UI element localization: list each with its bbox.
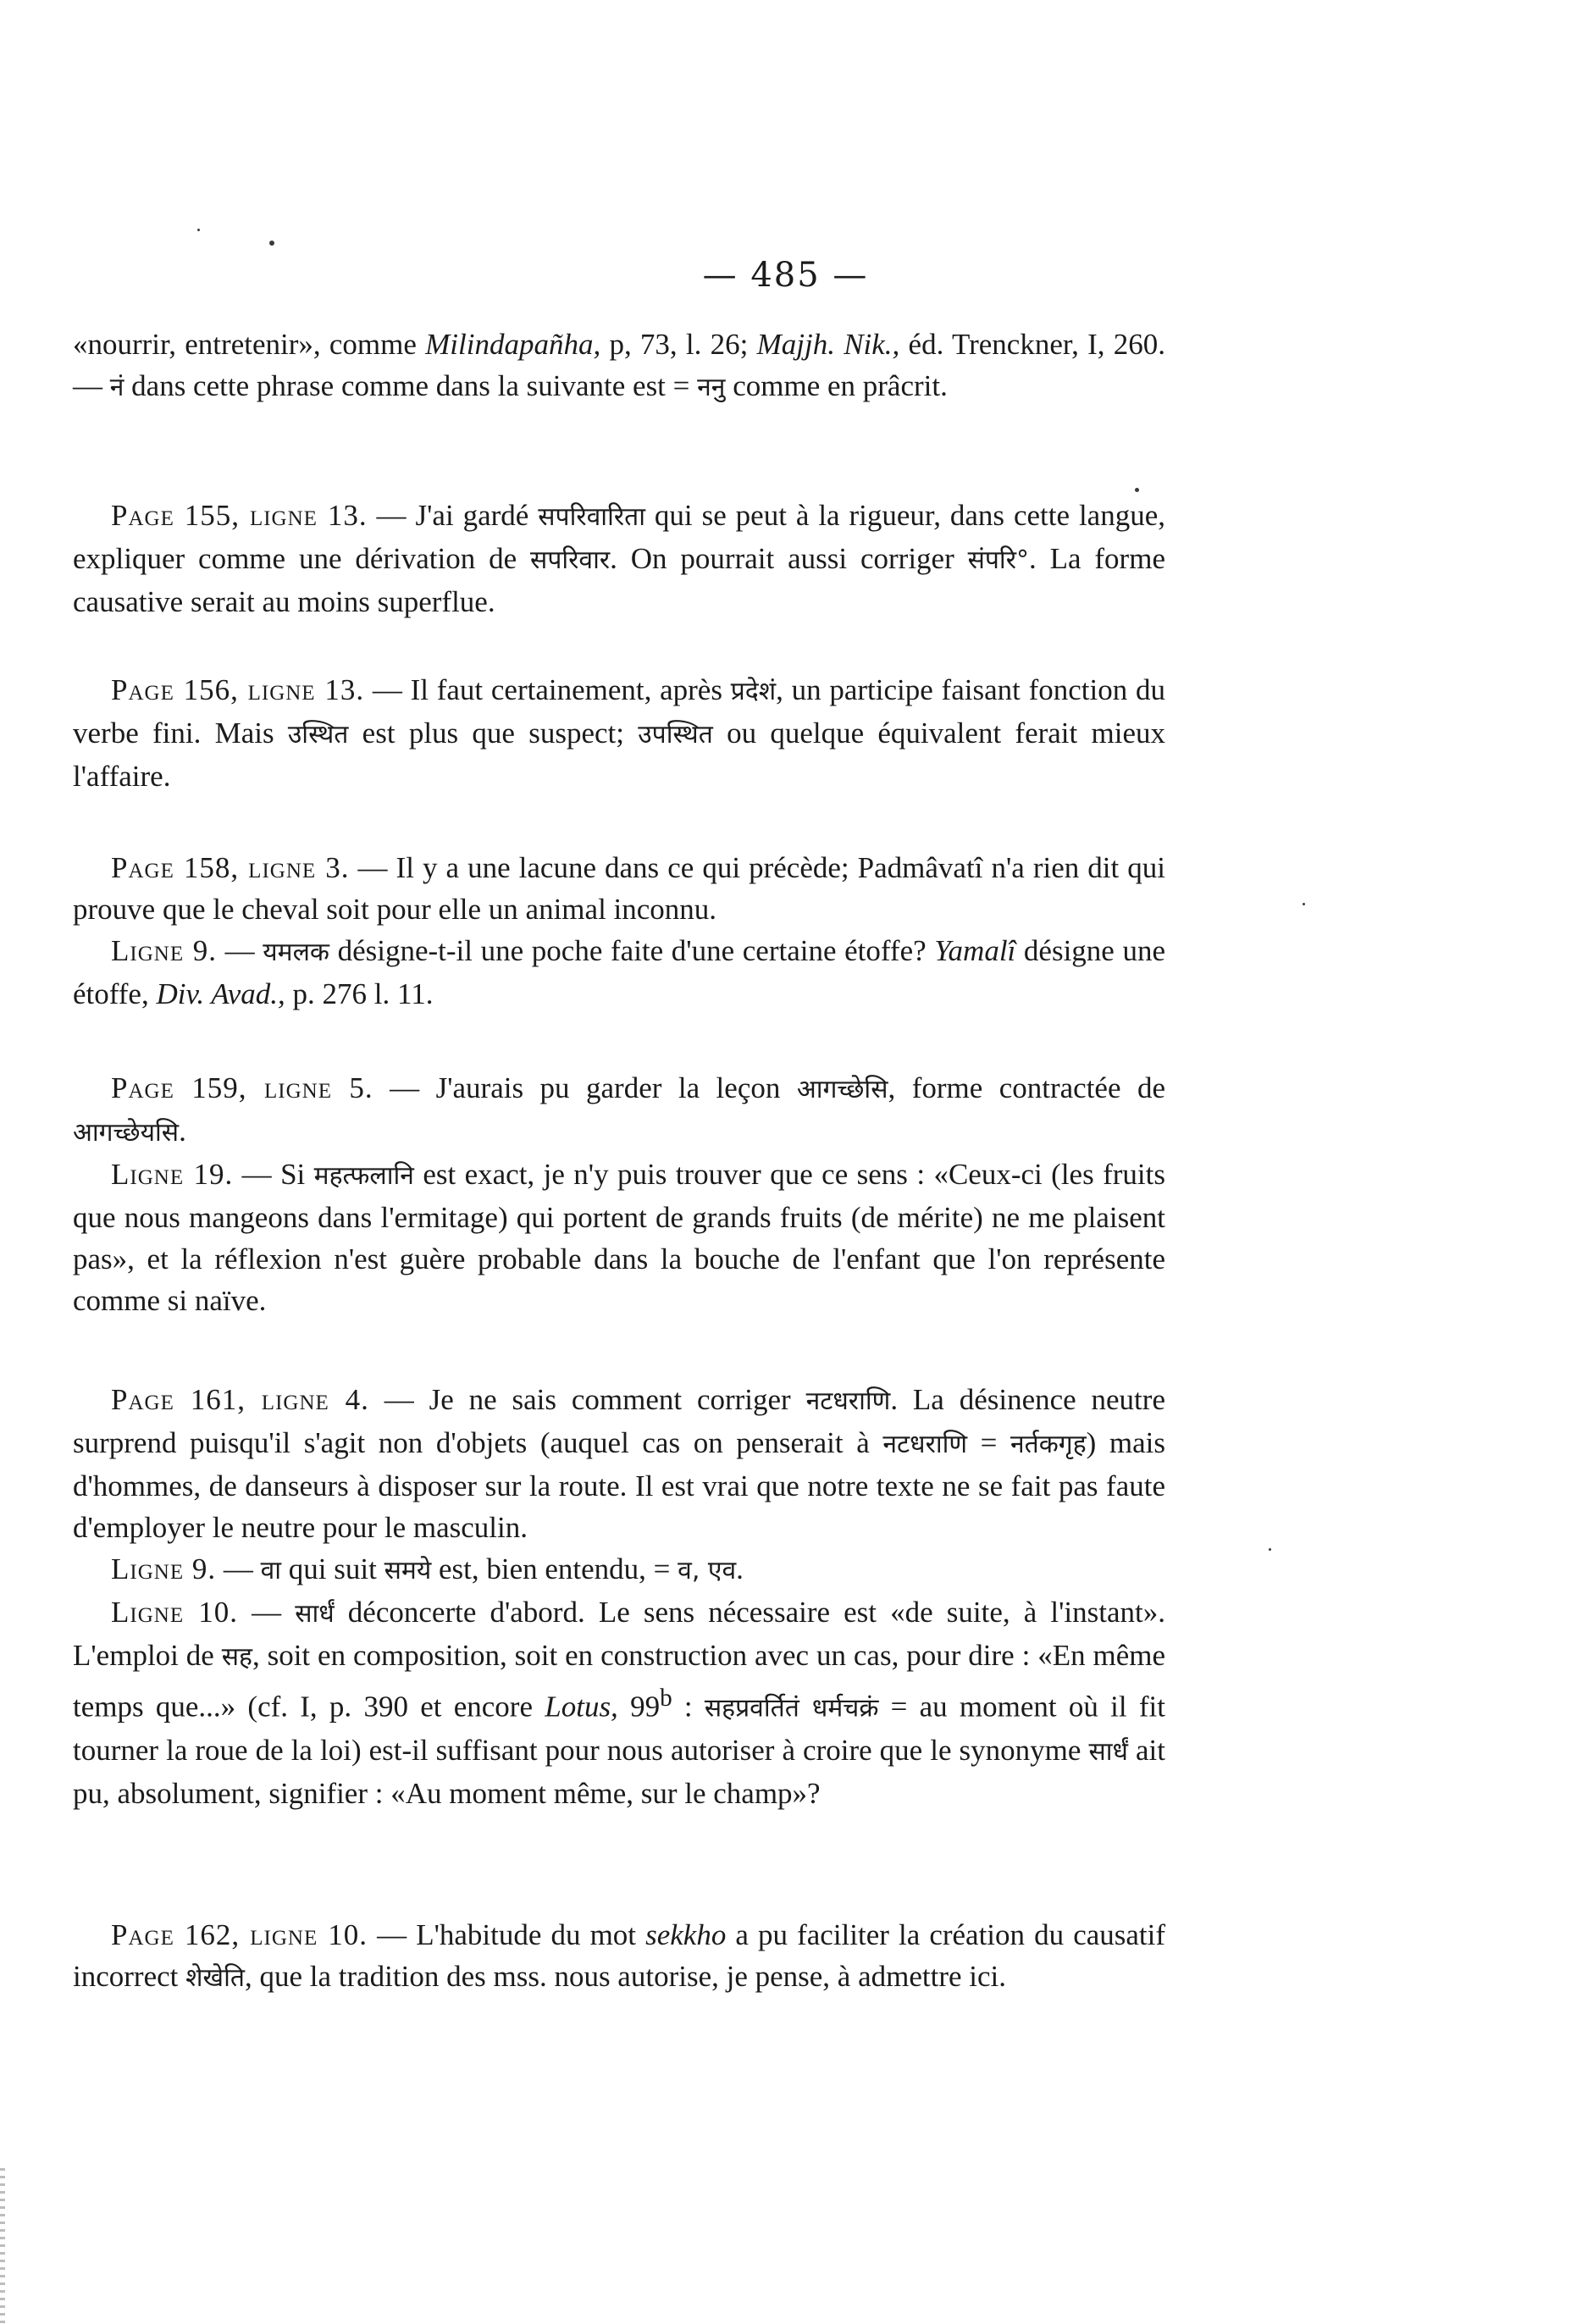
scan-speck [269, 241, 274, 246]
note-reference: Ligne 9. [111, 934, 217, 967]
note-reference: Page 162, ligne 10. [111, 1918, 368, 1951]
note-reference: Ligne 10. [111, 1596, 238, 1629]
note-paragraph: Page 159, ligne 5. — J'aurais pu garder la leçon आगच्छेसि, forme contractée de आगच्छेयसि. [73, 1071, 1165, 1148]
note-page-155 [73, 495, 1165, 622]
scan-speck [1269, 1548, 1271, 1551]
note-paragraph: Ligne 19. — Si महत्फलानि est exact, je n'y puis trouver que ce sens : «Ceux-ci (les fruits que nous mangeons dans l'ermitage) qui portent de grands fruits (de mérite) ne me plaisent pas», et la réflexion n'est guère probable dans la bouche de l'enfant que l'on représente comme si naïve. [73, 1158, 1165, 1317]
note-reference: Page 159, ligne 5. [111, 1071, 373, 1104]
note-paragraph: Page 156, ligne 13. — Il faut certainement, après प्रदेशं, un participe faisant fonction du verbe fini. Mais उस्थित est plus que suspect; उपस्थित ou quelque équivalent ferait mieux l'affaire. [73, 673, 1165, 793]
scan-speck [1135, 488, 1139, 492]
scan-speck [1303, 903, 1305, 905]
note-reference: Ligne 9. [111, 1552, 217, 1585]
note-paragraph: Ligne 9. — वा qui suit समये est, bien entendu, = व, एव. [111, 1552, 744, 1585]
note-paragraph: Page 155, ligne 13. — J'ai gardé सपरिवारिता qui se peut à la rigueur, dans cette langue, expliquer comme une dérivation de सपरिवार. On pourrait aussi corriger संपरि°. La forme causative serait au moins superflue. [73, 499, 1165, 618]
note-paragraph: Page 158, ligne 3. — Il y a une lacune dans ce qui précède; Padmâvatî n'a rien dit qui prouve que le cheval soit pour elle un animal inconnu. [73, 851, 1165, 926]
note-page-156 [73, 669, 1165, 797]
continuation-block [73, 324, 1165, 408]
note-reference: Page 158, ligne 3. [111, 851, 350, 884]
note-page-162 [73, 1914, 1165, 1999]
note-paragraph: Ligne 10. — सार्धं déconcerte d'abord. Le sens nécessaire est «de suite, à l'instant». L'emploi de सह, soit en composition, soit en construction avec un cas, pour dire : «En même temps que...» (cf. I, p. 390 et encore Lotus, 99$^b$ : सहप्रवर्तितं धर्मचक्रं = au moment où il fit tourner la roue de la loi) est-il suffisant pour nous autoriser à croire que le synonyme सार्धं ait pu, absolument, signifier : «Au moment même, sur le champ»? [73, 1596, 1165, 1810]
note-paragraph: Page 162, ligne 10. — L'habitude du mot sekkho a pu faciliter la création du causatif incorrect शेखेति, que la tradition des mss. nous autorise, je pense, à admettre ici. [73, 1918, 1166, 1993]
note-paragraph: Ligne 9. — यमलक désigne-t-il une poche faite d'une certaine étoffe? Yamalî désigne une étoffe, Div. Avad., p. 276 l. 11. [73, 934, 1165, 1010]
note-reference: Page 156, ligne 13. [111, 673, 365, 706]
note-page-159 [73, 1067, 1165, 1321]
note-page-161 [73, 1379, 1165, 1814]
note-paragraph: Page 161, ligne 4. — Je ne sais comment corriger नटधराणि. La désinence neutre surprend puisqu'il s'agit non d'objets (auquel cas on penserait à नटधराणि = नर्तकगृह) mais d'hommes, de danseurs à disposer sur la route. Il est vrai que notre texte ne se fait pas faute d'employer le neutre pour le masculin. [73, 1383, 1165, 1544]
scan-speck [197, 229, 200, 231]
note-reference: Page 161, ligne 4. [111, 1383, 369, 1416]
note-reference: Ligne 19. [111, 1158, 234, 1191]
note-page-158 [73, 847, 1165, 1015]
note-reference: Page 155, ligne 13. [111, 499, 368, 532]
scan-edge-noise [0, 2168, 5, 2324]
page-number: — 485 — [702, 256, 869, 295]
continuation-paragraph: «nourrir, entretenir», comme Milindapañha, p, 73, l. 26; Majjh. Nik., éd. Trenckner, I, 260. — नं dans cette phrase comme dans la suivante est = ननु comme en prâcrit. [73, 328, 1165, 402]
